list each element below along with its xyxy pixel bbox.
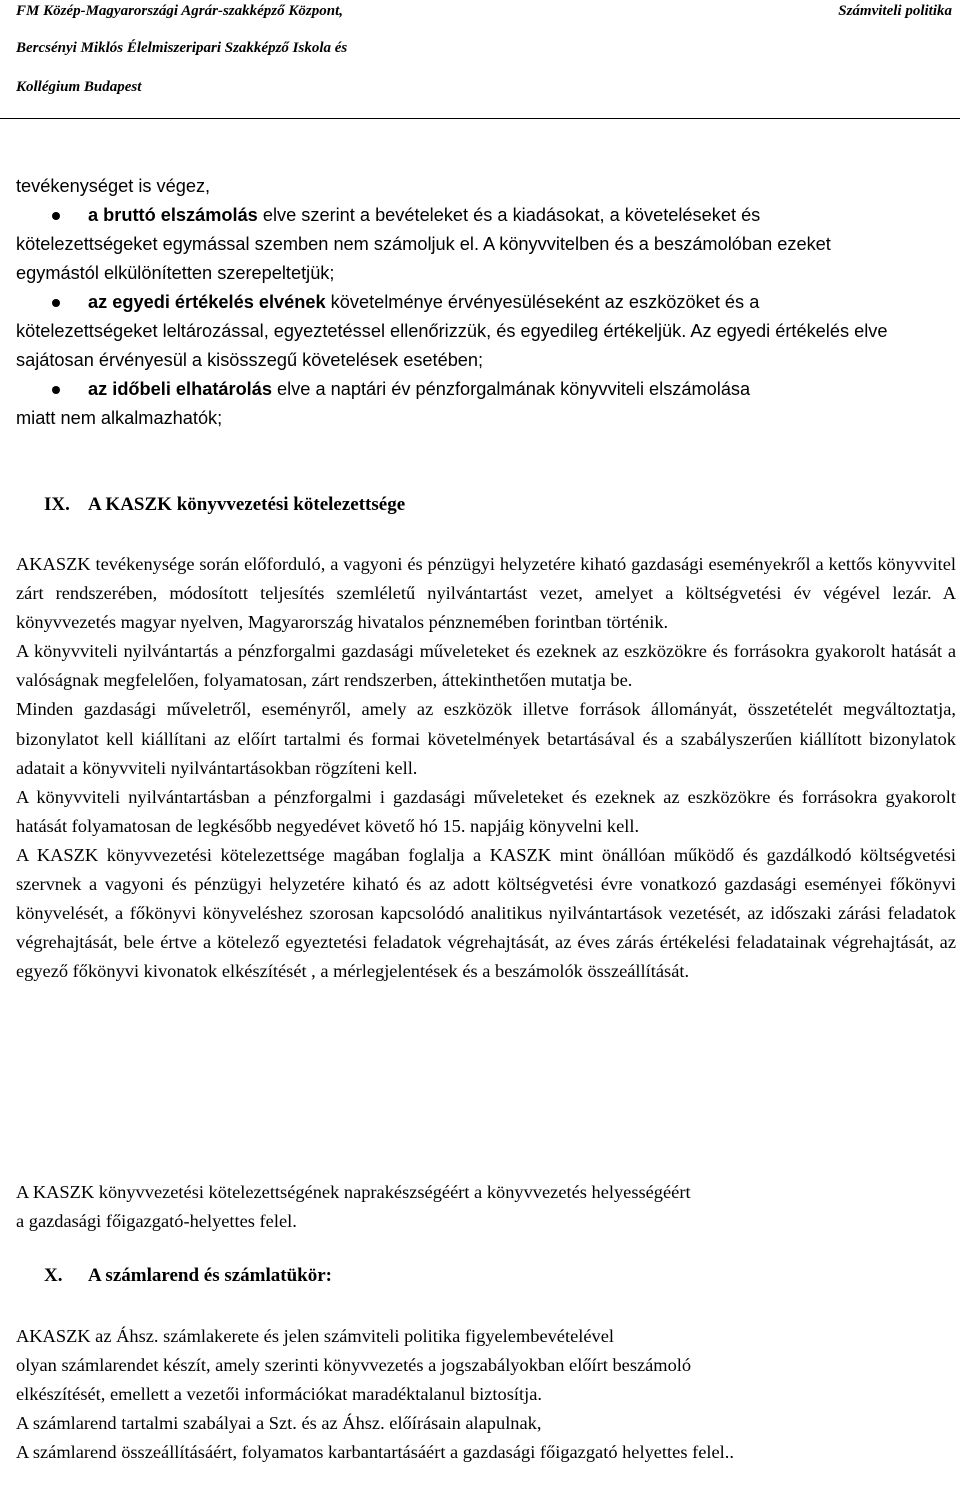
bullet-continuation: miatt nem alkalmazhatók; [16,408,223,428]
top-continued-list [16,172,900,433]
bullet-prefix: az [88,379,113,399]
section-heading-x [44,1265,332,1287]
section-ix-responsibility [16,1178,956,1236]
section-ix-body [16,550,956,986]
header-rule [0,118,960,119]
paragraph-line: elkészítését, emellett a vezetői információkat maradéktalanul biztosítja. [16,1384,542,1405]
bullet-individual-valuation [16,288,900,317]
paragraph-line: A számlarend összeállításáért, folyamatos karbantartásáért a gazdasági főigazgató helyettes felel.. [16,1442,734,1463]
paragraph-line: a gazdasági főigazgató-helyettes felel. [16,1211,297,1232]
lead-text: tevékenységet is végez, [16,176,211,196]
paragraph: A könyvviteli nyilvántartás a pénzforgalmi gazdasági műveleteket és ezeknek az eszközökre és forrásokra gyakorolt hatását a valóságnak megfelelően, folyamatosan, zárt rendszerben, áttekinthetően mutatja be. [16,641,956,691]
paragraph: Minden gazdasági műveletről, eseményről, amely az eszközök illetve források állományát, összetételét megváltoztatja, bizonylatot kell kiállítani az előírt tartalmi és formai követelmények betartásával és a szabályszerűen kiállított bizonylatok adatait a könyvviteli nyilvántartásokban rögzíteni kell. [16,699,956,778]
header-institution-line2: Bercsényi Miklós Élelmiszeripari Szakképző Iskola és [16,40,348,56]
bullet-bold-term: a bruttó elszámolás [88,205,258,225]
page-header [0,0,960,120]
paragraph: A KASZK könyvvezetési kötelezettsége magában foglalja a KASZK mint önállóan működő és gazdálkodó költségvetési szervnek a vagyoni és pénzügyi helyzetére kiható és az adott költségvetési évre vonatkozó gazdasági eseményei főkönyvi könyvelését, a főkönyvi könyveléshez szorosan kapcsolódó analitikus nyilvántartások vezetését, az időszaki zárási feladatok végrehajtását, bele értve a kötelező egyeztetési feladatok végrehajtását, az éves zárás értékelési feladatainak végrehajtását, az egyező főkönyvi kivonatok elkészítését , a mérlegjelentések és a beszámolók összeállítását. [16,844,956,982]
section-number: IX. [44,494,70,515]
paragraph-line: A számlarend tartalmi szabályai a Szt. és az Áhsz. előírásain alapulnak, [16,1413,542,1434]
section-title: A KASZK könyvvezetési kötelezettsége [88,494,406,515]
header-institution-line3: Kollégium Budapest [16,79,142,95]
bullet-bold-term: időbeli elhatárolás [112,379,272,399]
bullet-bold-term: az egyedi értékelés elvének [88,292,326,312]
bullet-gross-accounting [16,201,900,230]
bullet-text: elve a naptári év pénzforgalmának könyvviteli elszámolása [271,379,751,399]
paragraph-line: A KASZK könyvvezetési kötelezettségének naprakészségéért a könyvvezetés helyességéért [16,1182,691,1202]
bullet-continuation: kötelezettségeket egymással szemben nem számoljuk el. A könyvvitelben és a beszámolóban ezeket egymástól elkülönítetten szerepeltetjük; [16,234,831,283]
bullet-text: elve szerint a bevételeket és a kiadásokat, a követeléseket és [257,205,761,225]
header-document-title: Számviteli politika [838,3,952,19]
section-x-body [16,1322,956,1467]
header-institution-line1: FM Közép-Magyarországi Agrár-szakképző Központ, [16,3,343,19]
paragraph: AKASZK tevékenysége során előforduló, a vagyoni és pénzügyi helyzetére kiható gazdasági eseményekről a kettős könyvvitel zárt rendszerében, módosított teljesítés szemléletű nyilvántartást vezet, amelyet a költségvetési év végével lezár. A könyvvezetés magyar nyelven, Magyarország hivatalos pénznemében forintban történik. [16,554,956,633]
bullet-continuation: kötelezettségeket leltározással, egyeztetéssel ellenőrizzük, és egyedileg értékeljük. Az egyedi értékelés elve sajátosan érvényesül a kisösszegű követelések esetében; [16,321,888,370]
section-number: X. [44,1265,63,1286]
bullet-text: követelménye érvényesüléseként az eszközöket és a [325,292,760,312]
bullet-accrual [16,375,900,404]
paragraph-line: olyan számlarendet készít, amely szerinti könyvvezetés a jogszabályokban előírt beszámoló [16,1355,692,1376]
paragraph: A könyvviteli nyilvántartásban a pénzforgalmi i gazdasági műveleteket és ezeknek az eszközökre és forrásokra gyakorolt hatását folyamatosan de legkésőbb negyedévet követő hó 15. napjáig könyvelni kell. [16,786,956,836]
paragraph-line: AKASZK az Áhsz. számlakerete és jelen számviteli politika figyelembevételével [16,1326,614,1346]
section-title: A számlarend és számlatükör: [88,1265,332,1286]
section-heading-ix [44,494,405,516]
